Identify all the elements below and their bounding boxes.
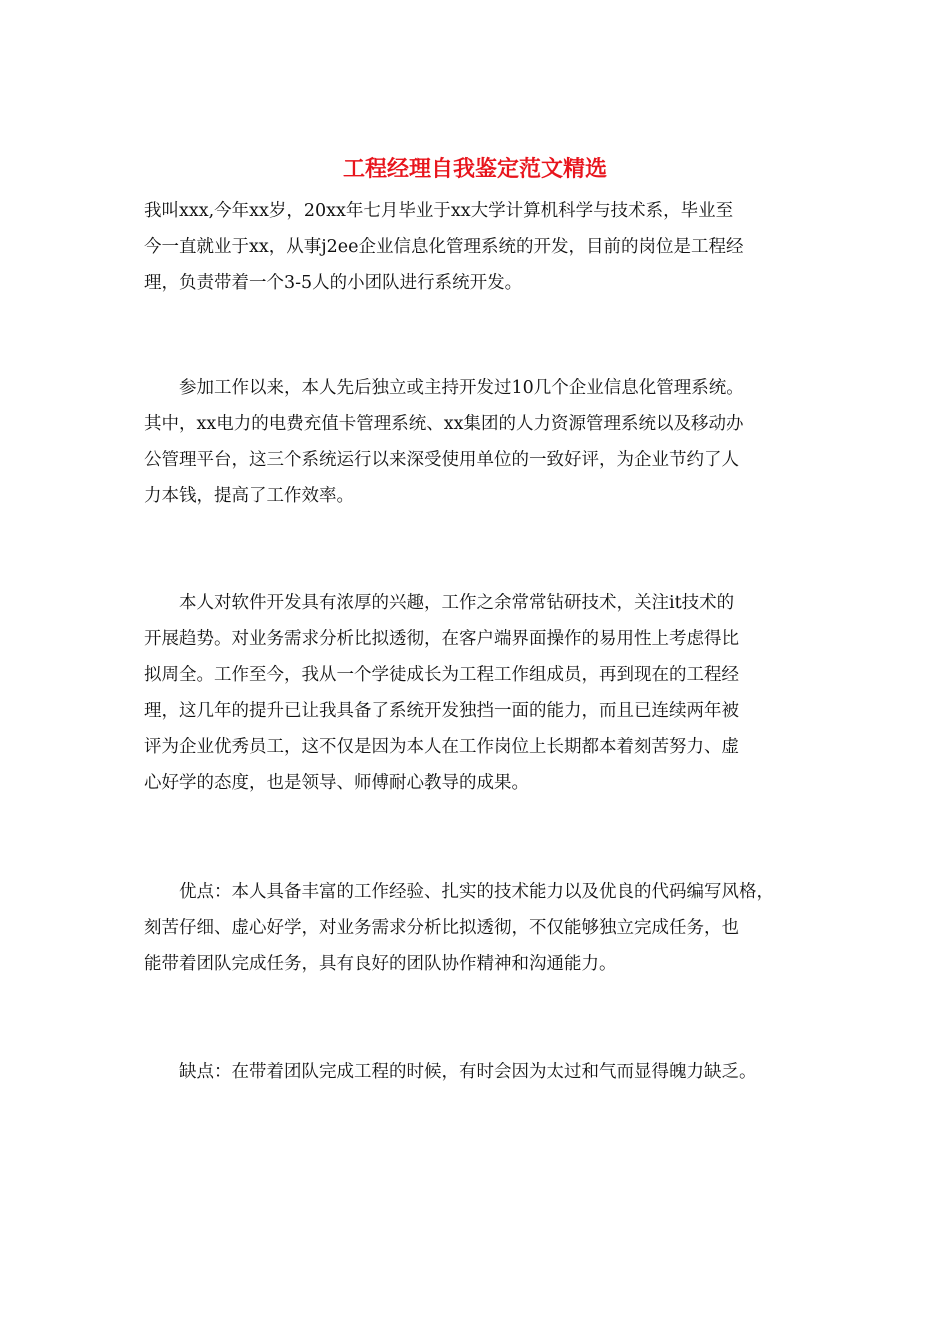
paragraph-line: 参加工作以来，本人先后独立或主持开发过10几个企业信息化管理系统。 — [144, 378, 744, 398]
document-title: 工程经理自我鉴定范文精选 — [342, 156, 607, 182]
paragraph-line: 公管理平台，这三个系统运行以来深受使用单位的一致好评，为企业节约了人 — [144, 450, 739, 470]
paragraph-line: 力本钱，提高了工作效率。 — [144, 486, 354, 506]
paragraph-weaknesses — [144, 1054, 834, 1090]
paragraph-experience — [144, 370, 834, 514]
paragraph-strengths — [144, 874, 834, 982]
paragraph-line: 能带着团队完成任务，具有良好的团队协作精神和沟通能力。 — [144, 954, 617, 974]
paragraph-line: 评为企业优秀员工，这不仅是因为本人在工作岗位上长期都本着刻苦努力、虚 — [144, 737, 739, 757]
paragraph-line: 其中，xx电力的电费充值卡管理系统、xx集团的人力资源管理系统以及移动办 — [144, 414, 744, 434]
paragraph-line: 理，这几年的提升已让我具备了系统开发独挡一面的能力，而且已连续两年被 — [144, 701, 739, 721]
paragraph-line: 理，负责带着一个3-5人的小团队进行系统开发。 — [144, 273, 523, 293]
paragraph-line: 心好学的态度，也是领导、师傅耐心教导的成果。 — [144, 773, 529, 793]
paragraph-line: 优点：本人具备丰富的工作经验、扎实的技术能力以及优良的代码编写风格， — [144, 882, 774, 902]
paragraph-interest — [144, 585, 834, 801]
paragraph-line: 刻苦仔细、虚心好学，对业务需求分析比拟透彻，不仅能够独立完成任务，也 — [144, 918, 739, 938]
paragraph-line: 开展趋势。对业务需求分析比拟透彻，在客户端界面操作的易用性上考虑得比 — [144, 629, 739, 649]
paragraph-intro — [144, 193, 834, 301]
paragraph-line: 本人对软件开发具有浓厚的兴趣，工作之余常常钻研技术，关注it技术的 — [144, 593, 735, 613]
paragraph-line: 缺点：在带着团队完成工程的时候，有时会因为太过和气而显得魄力缺乏。 — [144, 1062, 757, 1082]
paragraph-line: 我叫xxx,今年xx岁，20xx年七月毕业于xx大学计算机科学与技术系，毕业至 — [144, 201, 734, 221]
paragraph-line: 今一直就业于xx，从事j2ee企业信息化管理系统的开发，目前的岗位是工程经 — [144, 237, 744, 257]
paragraph-line: 拟周全。工作至今，我从一个学徒成长为工程工作组成员，再到现在的工程经 — [144, 665, 739, 685]
